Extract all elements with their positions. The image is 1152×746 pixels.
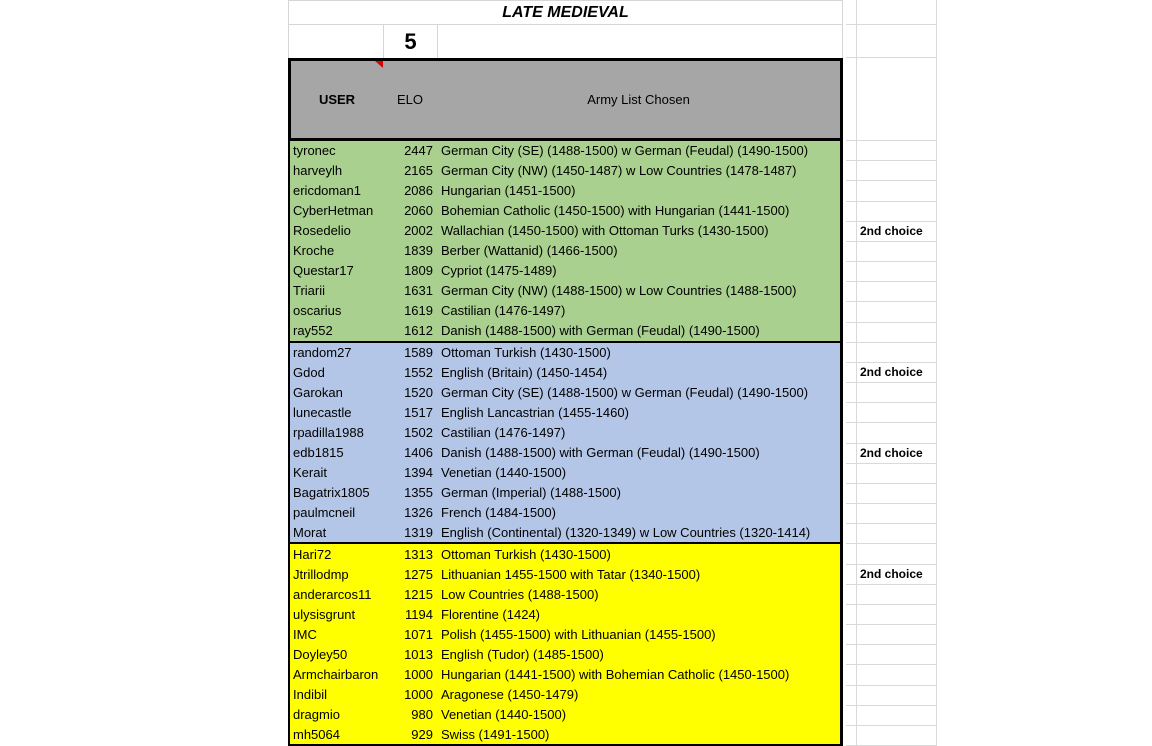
- choice-note-cell[interactable]: [857, 222, 937, 242]
- empty-cell[interactable]: [846, 605, 857, 625]
- table-row: [290, 141, 840, 161]
- elo-cell[interactable]: 1839: [404, 243, 433, 259]
- empty-cell[interactable]: [857, 403, 937, 423]
- empty-cell[interactable]: [857, 141, 937, 161]
- elo-cell[interactable]: 1013: [404, 646, 433, 662]
- user-cell[interactable]: rpadilla1988: [293, 425, 364, 441]
- elo-cell[interactable]: 980: [411, 706, 433, 722]
- roster-section-blue: [290, 341, 840, 543]
- empty-cell[interactable]: [846, 625, 857, 645]
- empty-cell[interactable]: [846, 181, 857, 201]
- army-cell[interactable]: Florentine (1424): [441, 606, 540, 622]
- table-row: [290, 321, 840, 341]
- table-row: [290, 564, 840, 584]
- table-row: [290, 161, 840, 181]
- empty-cell[interactable]: [857, 484, 937, 504]
- empty-cell[interactable]: [857, 464, 937, 484]
- user-cell[interactable]: ulysisgrunt: [293, 606, 356, 622]
- elo-cell[interactable]: 1194: [405, 606, 433, 622]
- user-cell[interactable]: ray552: [293, 323, 333, 339]
- empty-cell[interactable]: [846, 323, 857, 343]
- user-cell[interactable]: Morat: [293, 524, 327, 540]
- army-cell[interactable]: Ottoman Turkish (1430-1500): [441, 546, 611, 562]
- army-cell[interactable]: Swiss (1491-1500): [441, 726, 550, 742]
- user-cell[interactable]: Bagatrix1805: [293, 484, 370, 500]
- user-cell[interactable]: Armchairbaron: [293, 666, 379, 682]
- user-cell[interactable]: dragmio: [293, 706, 340, 722]
- elo-cell[interactable]: 2002: [404, 223, 433, 239]
- choice-note-label: 2nd choice: [860, 365, 923, 380]
- table-row: [290, 644, 840, 664]
- user-cell[interactable]: Questar17: [293, 263, 354, 279]
- elo-cell[interactable]: 1517: [404, 405, 433, 421]
- army-cell[interactable]: Hungarian (1451-1500): [441, 183, 576, 199]
- elo-cell[interactable]: 1552: [404, 365, 433, 381]
- table-row: [290, 522, 840, 542]
- army-cell[interactable]: Castilian (1476-1497): [441, 425, 566, 441]
- sheet-title: LATE MEDIEVAL: [502, 3, 629, 21]
- empty-cell[interactable]: [846, 383, 857, 403]
- empty-cell[interactable]: [857, 585, 937, 605]
- empty-cell[interactable]: [846, 222, 857, 242]
- empty-cell[interactable]: [846, 161, 857, 181]
- army-cell[interactable]: Ottoman Turkish (1430-1500): [441, 345, 611, 361]
- empty-cell[interactable]: [846, 25, 857, 58]
- user-cell[interactable]: lunecastle: [293, 405, 352, 421]
- table-row: [290, 704, 840, 724]
- table-row: [290, 604, 840, 624]
- elo-cell[interactable]: 1619: [404, 303, 433, 319]
- army-cell[interactable]: Hungarian (1441-1500) with Bohemian Catholic (1450-1500): [441, 666, 790, 682]
- army-cell[interactable]: German City (SE) (1488-1500) w German (Feudal) (1490-1500): [441, 385, 809, 401]
- elo-cell[interactable]: 2060: [404, 203, 433, 219]
- elo-cell[interactable]: 1406: [404, 445, 433, 460]
- user-cell[interactable]: paulmcneil: [293, 504, 356, 520]
- user-cell[interactable]: tyronec: [293, 143, 336, 159]
- user-cell[interactable]: oscarius: [293, 303, 342, 319]
- army-cell[interactable]: English (Tudor) (1485-1500): [441, 646, 604, 662]
- user-cell[interactable]: IMC: [293, 626, 317, 642]
- empty-cell-a2[interactable]: [288, 25, 383, 58]
- table-row: [290, 403, 840, 423]
- empty-cell[interactable]: [857, 665, 937, 685]
- empty-cell[interactable]: [857, 706, 937, 726]
- table-row: [290, 624, 840, 644]
- elo-cell[interactable]: 929: [411, 726, 433, 742]
- user-cell[interactable]: mh5064: [293, 726, 340, 742]
- roster-section-green: [290, 141, 840, 341]
- elo-cell[interactable]: 1520: [404, 385, 433, 401]
- empty-cell[interactable]: [857, 423, 937, 443]
- elo-cell[interactable]: 1215: [404, 586, 433, 602]
- empty-cell[interactable]: [846, 363, 857, 383]
- empty-cell[interactable]: [846, 464, 857, 484]
- user-cell[interactable]: Kroche: [293, 243, 335, 259]
- choice-notes-rows: [857, 141, 937, 746]
- army-cell[interactable]: Berber (Wattanid) (1466-1500): [441, 243, 618, 259]
- army-cell[interactable]: French (1484-1500): [441, 504, 556, 520]
- header-user-cell[interactable]: USER: [318, 92, 356, 107]
- user-cell[interactable]: edb1815: [293, 445, 344, 460]
- army-cell[interactable]: English Lancastrian (1455-1460): [441, 405, 629, 421]
- round-row: [288, 25, 843, 58]
- empty-cell[interactable]: [857, 242, 937, 262]
- empty-cell[interactable]: [857, 58, 937, 141]
- empty-cell[interactable]: [846, 565, 857, 585]
- elo-cell[interactable]: 1502: [404, 425, 433, 441]
- empty-cell[interactable]: [857, 0, 937, 25]
- empty-cell[interactable]: [846, 504, 857, 524]
- user-cell[interactable]: CyberHetman: [293, 203, 374, 219]
- army-cell[interactable]: English (Continental) (1320-1349) w Low Countries (1320-1414): [441, 524, 811, 540]
- table-row: [290, 343, 840, 363]
- empty-cell[interactable]: [857, 25, 937, 58]
- army-cell[interactable]: Cypriot (1475-1489): [441, 263, 557, 279]
- table-row: [290, 221, 840, 241]
- elo-cell[interactable]: 1071: [404, 626, 433, 642]
- army-cell[interactable]: Venetian (1440-1500): [441, 706, 567, 722]
- army-cell[interactable]: Aragonese (1450-1479): [441, 686, 579, 702]
- empty-cell[interactable]: [846, 524, 857, 544]
- empty-cell[interactable]: [857, 202, 937, 222]
- army-cell[interactable]: Polish (1455-1500) with Lithuanian (1455-1500): [441, 626, 716, 642]
- empty-cell-c2[interactable]: [437, 25, 843, 58]
- table-row: [290, 584, 840, 604]
- army-cell[interactable]: English (Britain) (1450-1454): [441, 365, 608, 381]
- user-cell[interactable]: ericdoman1: [293, 183, 361, 199]
- army-cell[interactable]: Venetian (1440-1500): [441, 464, 567, 480]
- empty-cell[interactable]: [846, 302, 857, 322]
- user-cell[interactable]: Doyley50: [293, 646, 348, 662]
- user-cell[interactable]: harveylh: [293, 163, 343, 179]
- choice-note-label: 2nd choice: [860, 446, 923, 461]
- table-row: [290, 443, 840, 463]
- empty-cell[interactable]: [857, 282, 937, 302]
- empty-cell[interactable]: [846, 343, 857, 363]
- header-elo-cell[interactable]: ELO: [396, 92, 423, 107]
- empty-cell[interactable]: [846, 282, 857, 302]
- user-cell[interactable]: anderarcos11: [293, 586, 372, 602]
- elo-cell[interactable]: 1326: [404, 504, 433, 520]
- elo-cell[interactable]: 1589: [404, 345, 433, 361]
- spacer-column-rows: [846, 141, 857, 746]
- empty-cell[interactable]: [846, 141, 857, 161]
- table-row: [290, 502, 840, 522]
- user-cell[interactable]: Jtrillodmp: [293, 566, 349, 582]
- choice-note-cell[interactable]: [857, 444, 937, 464]
- round-number: 5: [404, 28, 417, 54]
- table-row: [290, 301, 840, 321]
- table-row: [290, 423, 840, 443]
- user-cell[interactable]: Triarii: [293, 283, 326, 299]
- empty-cell[interactable]: [846, 242, 857, 262]
- user-cell[interactable]: Hari72: [293, 546, 332, 562]
- user-cell[interactable]: Rosedelio: [293, 223, 351, 239]
- empty-cell[interactable]: [846, 686, 857, 706]
- empty-cell[interactable]: [846, 58, 857, 141]
- empty-cell[interactable]: [846, 726, 857, 746]
- empty-cell[interactable]: [857, 383, 937, 403]
- choice-note-cell[interactable]: [857, 565, 937, 585]
- choice-note-label: 2nd choice: [860, 567, 923, 582]
- elo-cell[interactable]: 2165: [404, 163, 433, 179]
- table-row: [290, 363, 840, 383]
- table-row: [290, 261, 840, 281]
- user-cell[interactable]: random27: [293, 345, 352, 361]
- roster-section-yellow: [290, 542, 840, 744]
- elo-cell[interactable]: 1809: [404, 263, 433, 279]
- empty-cell[interactable]: [857, 726, 937, 746]
- empty-cell[interactable]: [857, 625, 937, 645]
- choice-notes-column: [857, 0, 937, 746]
- empty-cell[interactable]: [857, 645, 937, 665]
- elo-cell[interactable]: 1355: [404, 484, 433, 500]
- empty-cell[interactable]: [846, 585, 857, 605]
- empty-cell[interactable]: [846, 0, 857, 25]
- elo-cell[interactable]: 1313: [404, 546, 433, 562]
- empty-cell[interactable]: [846, 403, 857, 423]
- elo-cell[interactable]: 1394: [404, 464, 433, 480]
- table-row: [290, 664, 840, 684]
- header-army-cell[interactable]: Army List Chosen: [587, 92, 690, 107]
- empty-cell[interactable]: [846, 484, 857, 504]
- table-row: [290, 201, 840, 221]
- table-row: [290, 281, 840, 301]
- empty-cell[interactable]: [846, 202, 857, 222]
- round-number-cell[interactable]: [383, 25, 437, 58]
- comment-indicator-icon: [375, 61, 383, 68]
- army-cell[interactable]: German City (NW) (1450-1487) w Low Countries (1478-1487): [441, 163, 797, 179]
- elo-cell[interactable]: 1319: [404, 524, 433, 540]
- army-cell[interactable]: Wallachian (1450-1500) with Ottoman Turks (1430-1500): [441, 223, 769, 239]
- army-cell[interactable]: Low Countries (1488-1500): [441, 586, 599, 602]
- elo-cell[interactable]: 1000: [404, 666, 433, 682]
- table-row: [290, 241, 840, 261]
- empty-cell[interactable]: [857, 504, 937, 524]
- roster-table: [288, 141, 843, 746]
- table-row: [290, 684, 840, 704]
- empty-cell[interactable]: [846, 645, 857, 665]
- choice-note-label: 2nd choice: [860, 224, 923, 239]
- table-row: [290, 462, 840, 482]
- empty-cell[interactable]: [857, 524, 937, 544]
- empty-cell[interactable]: [846, 665, 857, 685]
- elo-cell[interactable]: 1631: [404, 283, 433, 299]
- empty-cell[interactable]: [857, 161, 937, 181]
- choice-note-cell[interactable]: [857, 363, 937, 383]
- table-row: [290, 383, 840, 403]
- empty-cell[interactable]: [846, 544, 857, 564]
- empty-cell[interactable]: [846, 262, 857, 282]
- empty-cell[interactable]: [857, 544, 937, 564]
- table-header: [288, 58, 843, 141]
- elo-cell[interactable]: 1275: [404, 566, 433, 582]
- empty-cell[interactable]: [857, 323, 937, 343]
- user-cell[interactable]: Garokan: [293, 385, 343, 401]
- army-cell[interactable]: German (Imperial) (1488-1500): [441, 484, 621, 500]
- table-row: [290, 544, 840, 564]
- table-row: [290, 181, 840, 201]
- table-row: [290, 724, 840, 744]
- elo-cell[interactable]: 2086: [404, 183, 433, 199]
- army-cell[interactable]: Danish (1488-1500) with German (Feudal) (1490-1500): [441, 445, 760, 460]
- empty-cell[interactable]: [857, 343, 937, 363]
- empty-cell[interactable]: [846, 706, 857, 726]
- user-cell[interactable]: Indibil: [293, 686, 327, 702]
- army-cell[interactable]: Castilian (1476-1497): [441, 303, 566, 319]
- elo-cell[interactable]: 1612: [404, 323, 433, 339]
- army-cell[interactable]: Lithuanian 1455-1500 with Tatar (1340-1500): [441, 566, 701, 582]
- spacer-column: [846, 0, 857, 746]
- empty-cell[interactable]: [846, 444, 857, 464]
- sheet-title-cell[interactable]: [288, 0, 843, 25]
- user-cell[interactable]: Gdod: [293, 365, 325, 381]
- empty-cell[interactable]: [857, 686, 937, 706]
- army-cell[interactable]: Bohemian Catholic (1450-1500) with Hungarian (1441-1500): [441, 203, 790, 219]
- empty-cell[interactable]: [857, 262, 937, 282]
- user-cell[interactable]: Kerait: [293, 464, 327, 480]
- empty-cell[interactable]: [857, 181, 937, 201]
- elo-cell[interactable]: 1000: [404, 686, 433, 702]
- empty-cell[interactable]: [846, 423, 857, 443]
- army-cell[interactable]: German City (SE) (1488-1500) w German (Feudal) (1490-1500): [441, 143, 809, 159]
- army-cell[interactable]: Danish (1488-1500) with German (Feudal) (1490-1500): [441, 323, 760, 339]
- empty-cell[interactable]: [857, 302, 937, 322]
- empty-cell[interactable]: [857, 605, 937, 625]
- table-row: [290, 482, 840, 502]
- elo-cell[interactable]: 2447: [404, 143, 433, 159]
- army-cell[interactable]: German City (NW) (1488-1500) w Low Countries (1488-1500): [441, 283, 797, 299]
